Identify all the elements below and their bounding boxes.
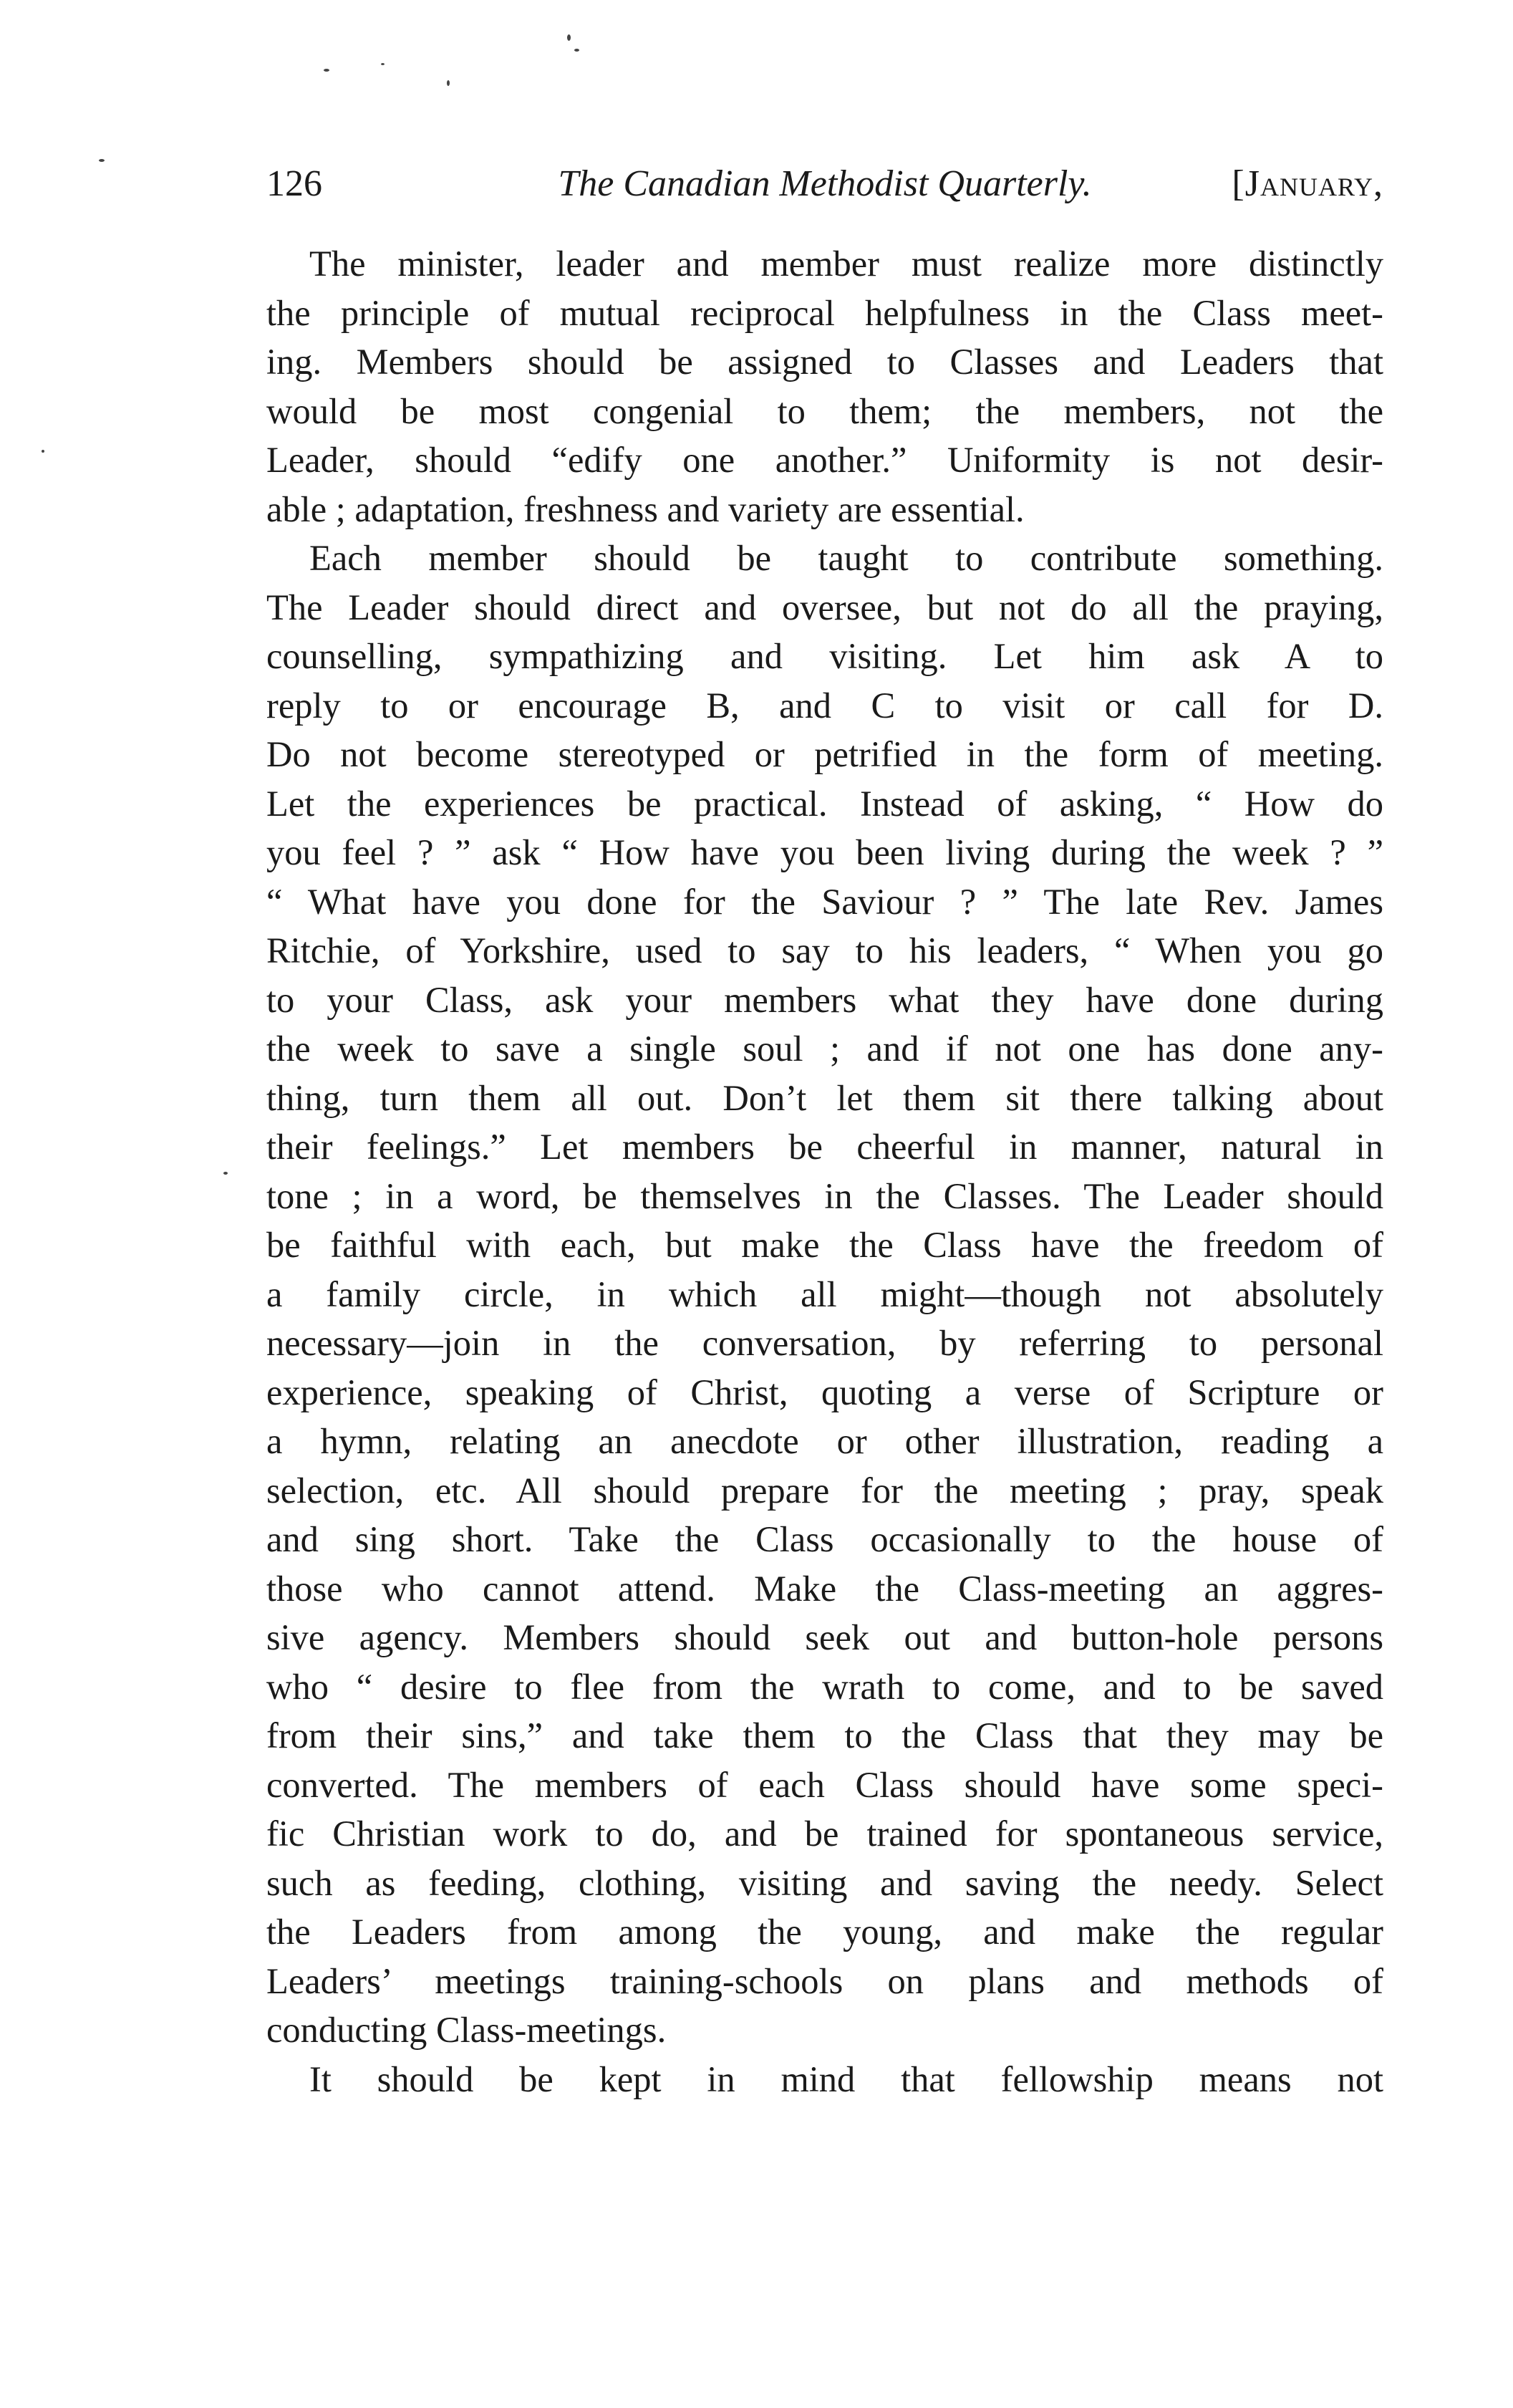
text-line: tone ; in a word, be themselves in the Classes. The Leader should bbox=[266, 1175, 1383, 1216]
text-line: converted. The members of each Class should have some speci- bbox=[266, 1764, 1383, 1805]
text-line: thing, turn them all out. Don’t let them sit there talking about bbox=[266, 1077, 1383, 1118]
text-line: reply to or encourage B, and C to visit or call for D. bbox=[266, 685, 1383, 726]
print-speck bbox=[42, 450, 44, 453]
text-line: Ritchie, of Yorkshire, used to say to his leaders, “ When you go bbox=[266, 930, 1383, 971]
text-line: “ What have you done for the Saviour ? ” The late Rev. James bbox=[266, 881, 1383, 922]
running-header bbox=[266, 159, 1383, 209]
text-line: their feelings.” Let members be cheerful in manner, natural in bbox=[266, 1127, 1383, 1167]
text-line: The minister, leader and member must realize more distinctly bbox=[309, 244, 1383, 284]
print-speck bbox=[447, 80, 450, 86]
text-line: the week to save a single soul ; and if not one has done any- bbox=[266, 1029, 1383, 1069]
text-line: the principle of mutual reciprocal helpfulness in the Class meet- bbox=[266, 292, 1383, 333]
print-speck bbox=[381, 63, 385, 65]
text-line: experience, speaking of Christ, quoting a verse of Scripture or bbox=[266, 1372, 1383, 1412]
page-number: 126 bbox=[266, 163, 322, 204]
article-body bbox=[266, 239, 1383, 2104]
text-line: Let the experiences be practical. Instead of asking, “ How do bbox=[266, 783, 1383, 824]
text-line: Each member should be taught to contribute something. bbox=[309, 538, 1383, 578]
text-line: the Leaders from among the young, and make the regular bbox=[266, 1912, 1383, 1952]
text-line: and sing short. Take the Class occasionally to the house of bbox=[266, 1519, 1383, 1559]
text-line: Do not become stereotyped or petrified in the form of meeting. bbox=[266, 734, 1383, 774]
text-line: conducting Class-meetings. bbox=[266, 2010, 667, 2050]
text-line: ing. Members should be assigned to Classes and Leaders that bbox=[266, 342, 1383, 382]
text-line: you feel ? ” ask “ How have you been living during the week ? ” bbox=[266, 832, 1383, 872]
print-speck bbox=[567, 34, 571, 41]
text-line: a hymn, relating an anecdote or other illustration, reading a bbox=[266, 1421, 1383, 1461]
print-speck bbox=[223, 1172, 228, 1175]
text-line: counselling, sympathizing and visiting. Let him ask A to bbox=[266, 636, 1383, 676]
journal-title: The Canadian Methodist Quarterly. bbox=[558, 163, 1092, 204]
text-line: sive agency. Members should seek out and button-hole persons bbox=[266, 1617, 1383, 1657]
print-speck bbox=[324, 69, 329, 72]
text-line: Leader, should “edify one another.” Uniformity is not desir- bbox=[266, 440, 1383, 480]
text-line: selection, etc. All should prepare for the meeting ; pray, speak bbox=[266, 1470, 1383, 1511]
print-speck bbox=[574, 49, 579, 52]
text-line: It should be kept in mind that fellowship means not bbox=[309, 2058, 1383, 2099]
text-line: The Leader should direct and oversee, but not do all the praying, bbox=[266, 587, 1383, 627]
text-line: who “ desire to flee from the wrath to come, and to be saved bbox=[266, 1666, 1383, 1707]
text-line: such as feeding, clothing, visiting and saving the needy. Select bbox=[266, 1862, 1383, 1903]
text-line: able ; adaptation, freshness and variety are essential. bbox=[266, 488, 1025, 529]
print-speck bbox=[99, 159, 105, 162]
text-line: necessary—join in the conversation, by referring to personal bbox=[266, 1323, 1383, 1363]
text-line: to your Class, ask your members what they have done during bbox=[266, 979, 1383, 1020]
text-line: those who cannot attend. Make the Class-meeting an aggres- bbox=[266, 1568, 1383, 1609]
text-line: Leaders’ meetings training-schools on plans and methods of bbox=[266, 1960, 1383, 2001]
text-line: a family circle, in which all might—though not absolutely bbox=[266, 1273, 1383, 1314]
text-line: be faithful with each, but make the Class have the freedom of bbox=[266, 1225, 1383, 1265]
text-line: would be most congenial to them; the members, not the bbox=[266, 390, 1383, 431]
text-line: from their sins,” and take them to the Class that they may be bbox=[266, 1715, 1383, 1756]
text-line: fic Christian work to do, and be trained for spontaneous service, bbox=[266, 1814, 1383, 1854]
issue-month: [January, bbox=[1232, 163, 1383, 204]
